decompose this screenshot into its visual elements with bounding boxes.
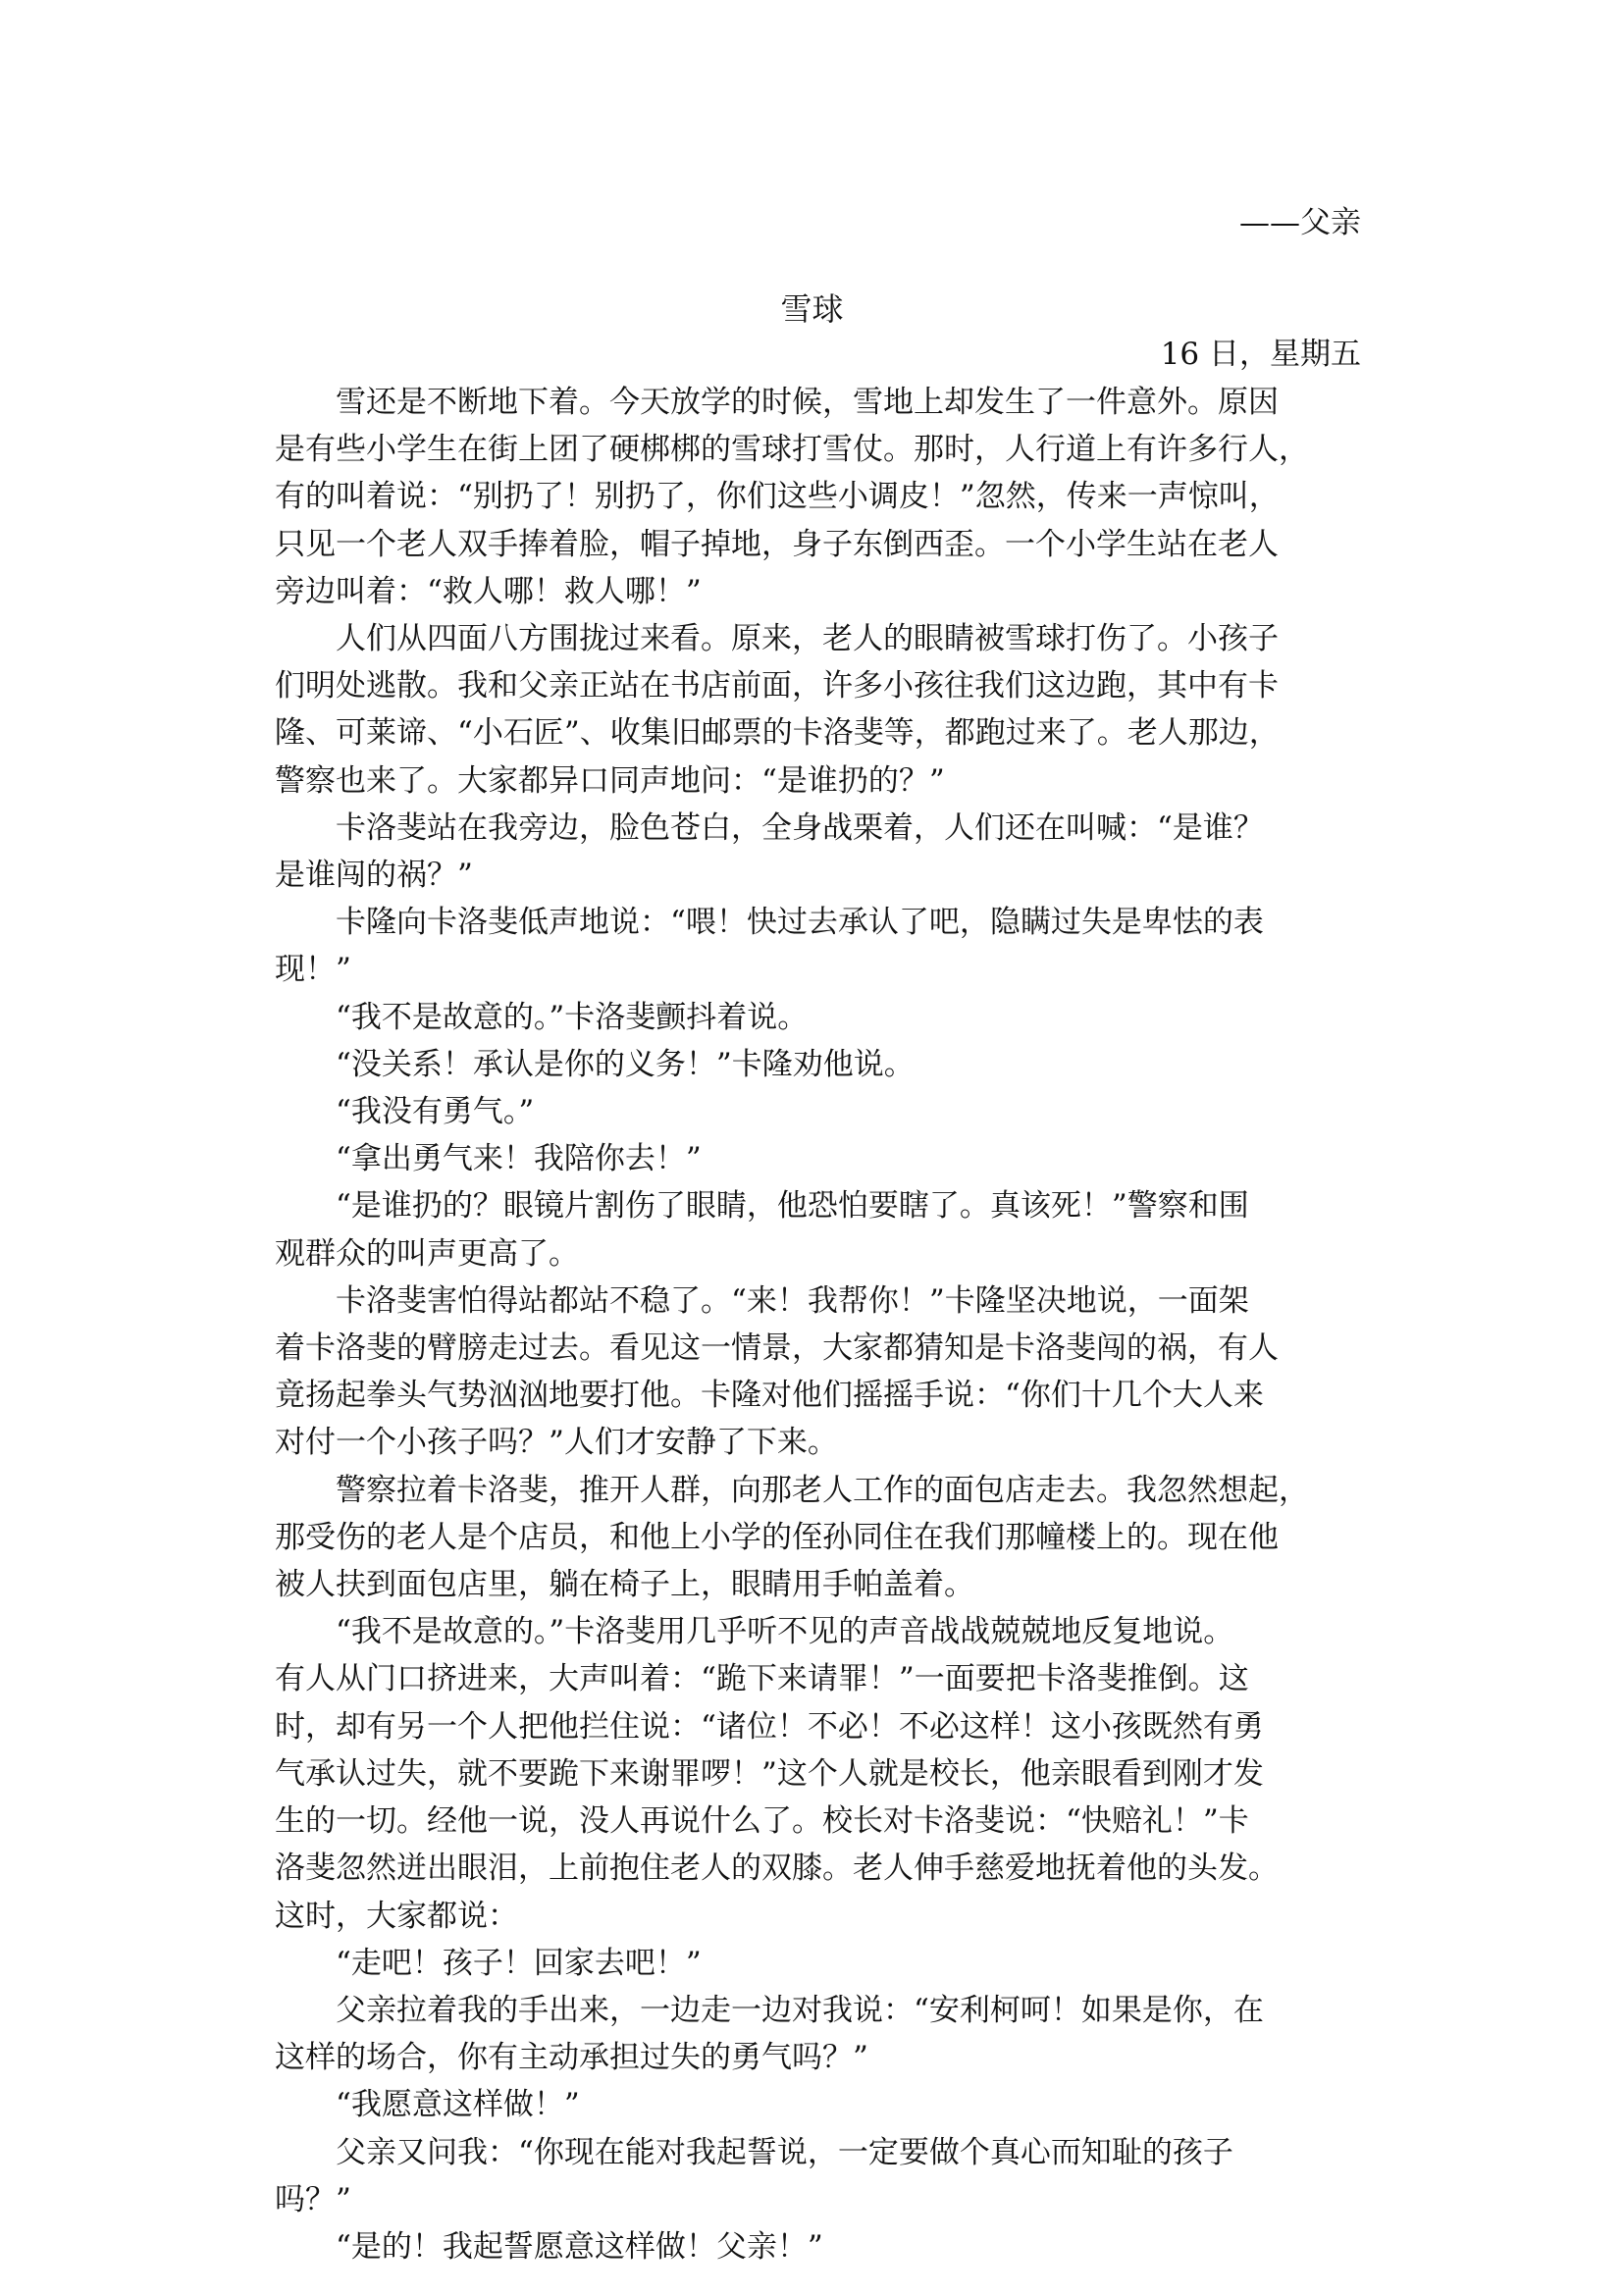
- paragraph-line: 卡洛斐站在我旁边，脸色苍白，全身战栗着，人们还在叫喊：“是谁？: [336, 809, 1264, 846]
- paragraph: [275, 1041, 1361, 1088]
- paragraph-line: 竟扬起拳头气势汹汹地要打他。卡隆对他们摇摇手说：“你们十几个大人来: [275, 1378, 1264, 1414]
- paragraph-line: 气承认过失，就不要跪下来谢罪啰！”这个人就是校长，他亲眼看到刚才发: [275, 1755, 1264, 1792]
- paragraph-line: 只见一个老人双手捧着脸，帽子掉地，身子东倒西歪。一个小学生站在老人: [275, 526, 1279, 562]
- paragraph-line: 时，却有另一个人把他拦住说：“诸位！不必！不必这样！这小孩既然有勇: [275, 1708, 1264, 1745]
- paragraph-line: 洛斐忽然迸出眼泪，上前抱住老人的双膝。老人伸手慈爱地抚着他的头发。: [275, 1851, 1279, 1887]
- paragraph: [275, 994, 1361, 1041]
- paragraph: [275, 379, 1361, 615]
- paragraph-line: 观群众的叫声更高了。: [275, 1235, 579, 1272]
- paragraph-line: 是有些小学生在街上团了硬梆梆的雪球打雪仗。那时，人行道上有许多行人，: [275, 432, 1309, 468]
- paragraph-line: 现！”: [275, 952, 351, 988]
- paragraph-line: 着卡洛斐的臂膀走过去。看见这一情景，大家都猜知是卡洛斐闯的祸，有人: [275, 1330, 1279, 1367]
- paragraph: [275, 1135, 1361, 1182]
- paragraph-line: “我没有勇气。”: [336, 1094, 535, 1130]
- paragraph-line: “我不是故意的。”卡洛斐颤抖着说。: [336, 999, 809, 1035]
- paragraph-line: 父亲拉着我的手出来，一边走一边对我说：“安利柯呵！如果是你，在: [336, 1992, 1264, 2028]
- paragraph: [275, 805, 1361, 899]
- paragraph-line: “是的！我起誓愿意这样做！父亲！”: [336, 2228, 823, 2265]
- paragraph: [275, 1987, 1361, 2081]
- paragraph-line: 父亲又问我：“你现在能对我起誓说，一定要做个真心而知耻的孩子: [336, 2134, 1233, 2170]
- paragraph-line: 卡隆向卡洛斐低声地说：“喂！快过去承认了吧，隐瞒过失是卑怯的表: [336, 905, 1264, 941]
- paragraph-line: 吗？”: [275, 2181, 351, 2217]
- paragraph-line: 这样的场合，你有主动承担过失的勇气吗？”: [275, 2040, 868, 2076]
- paragraph-line: 雪还是不断地下着。今天放学的时候，雪地上却发生了一件意外。原因: [336, 385, 1279, 420]
- paragraph-line: 人们从四面八方围拢过来看。原来，老人的眼睛被雪球打伤了。小孩子: [336, 621, 1279, 657]
- paragraph-line: “拿出勇气来！我陪你去！”: [336, 1141, 702, 1177]
- paragraph-line: 是谁闯的祸？”: [275, 858, 473, 894]
- paragraph-line: 这时，大家都说：: [275, 1898, 518, 1934]
- paragraph-line: 对付一个小孩子吗？”人们才安静了下来。: [275, 1425, 838, 1461]
- paragraph-line: 隆、可莱谛、“小石匠”、收集旧邮票的卡洛斐等，都跑过来了。老人那边，: [275, 715, 1280, 752]
- paragraph-line: 警察拉着卡洛斐，推开人群，向那老人工作的面包店走去。我忽然想起，: [336, 1472, 1309, 1508]
- paragraph: [275, 2081, 1361, 2128]
- paragraph-line: 旁边叫着：“救人哪！救人哪！”: [275, 573, 702, 609]
- paragraph: [275, 615, 1361, 805]
- paragraph-line: “没关系！承认是你的义务！”卡隆劝他说。: [336, 1046, 915, 1082]
- paragraph-line: “走吧！孩子！回家去吧！”: [336, 1945, 702, 1981]
- dateline: 16 日，星期五: [1160, 337, 1361, 372]
- paragraph: [275, 2129, 1361, 2223]
- body-text: [275, 379, 1361, 2270]
- paragraph: [275, 2223, 1361, 2270]
- paragraph-line: 卡洛斐害怕得站都站不稳了。“来！我帮你！”卡隆坚决地说，一面架: [336, 1282, 1249, 1319]
- paragraph-line: “是谁扔的？眼镜片割伤了眼睛，他恐怕要瞎了。真该死！”警察和围: [336, 1188, 1249, 1225]
- chapter-title: 雪球: [780, 290, 844, 328]
- paragraph-line: “我不是故意的。”卡洛斐用几乎听不见的声音战战兢兢地反复地说。: [336, 1614, 1234, 1650]
- paragraph: [275, 1608, 1361, 1939]
- paragraph-line: 有的叫着说：“别扔了！别扔了，你们这些小调皮！”忽然，传来一声惊叫，: [275, 479, 1280, 515]
- paragraph-line: 生的一切。经他一说，没人再说什么了。校长对卡洛斐说：“快赔礼！”卡: [275, 1803, 1249, 1840]
- paragraph-line: 警察也来了。大家都异口同声地问：“是谁扔的？”: [275, 762, 945, 799]
- paragraph-line: 有人从门口挤进来，大声叫着：“跪下来请罪！”一面要把卡洛斐推倒。这: [275, 1661, 1249, 1697]
- paragraph: [275, 1182, 1361, 1277]
- paragraph-line: 被人扶到面包店里，躺在椅子上，眼睛用手帕盖着。: [275, 1567, 974, 1603]
- paragraph: [275, 1467, 1361, 1609]
- paragraph-line: 们明处逃散。我和父亲正站在书店前面，许多小孩往我们这边跑，其中有卡: [275, 668, 1279, 704]
- paragraph: [275, 1088, 1361, 1135]
- paragraph: [275, 899, 1361, 993]
- paragraph: [275, 1277, 1361, 1467]
- paragraph-line: “我愿意这样做！”: [336, 2087, 580, 2123]
- paragraph: [275, 1940, 1361, 1987]
- letter-signature: ——父亲: [1239, 205, 1361, 240]
- paragraph-line: 那受伤的老人是个店员，和他上小学的侄孙同住在我们那幢楼上的。现在他: [275, 1519, 1279, 1555]
